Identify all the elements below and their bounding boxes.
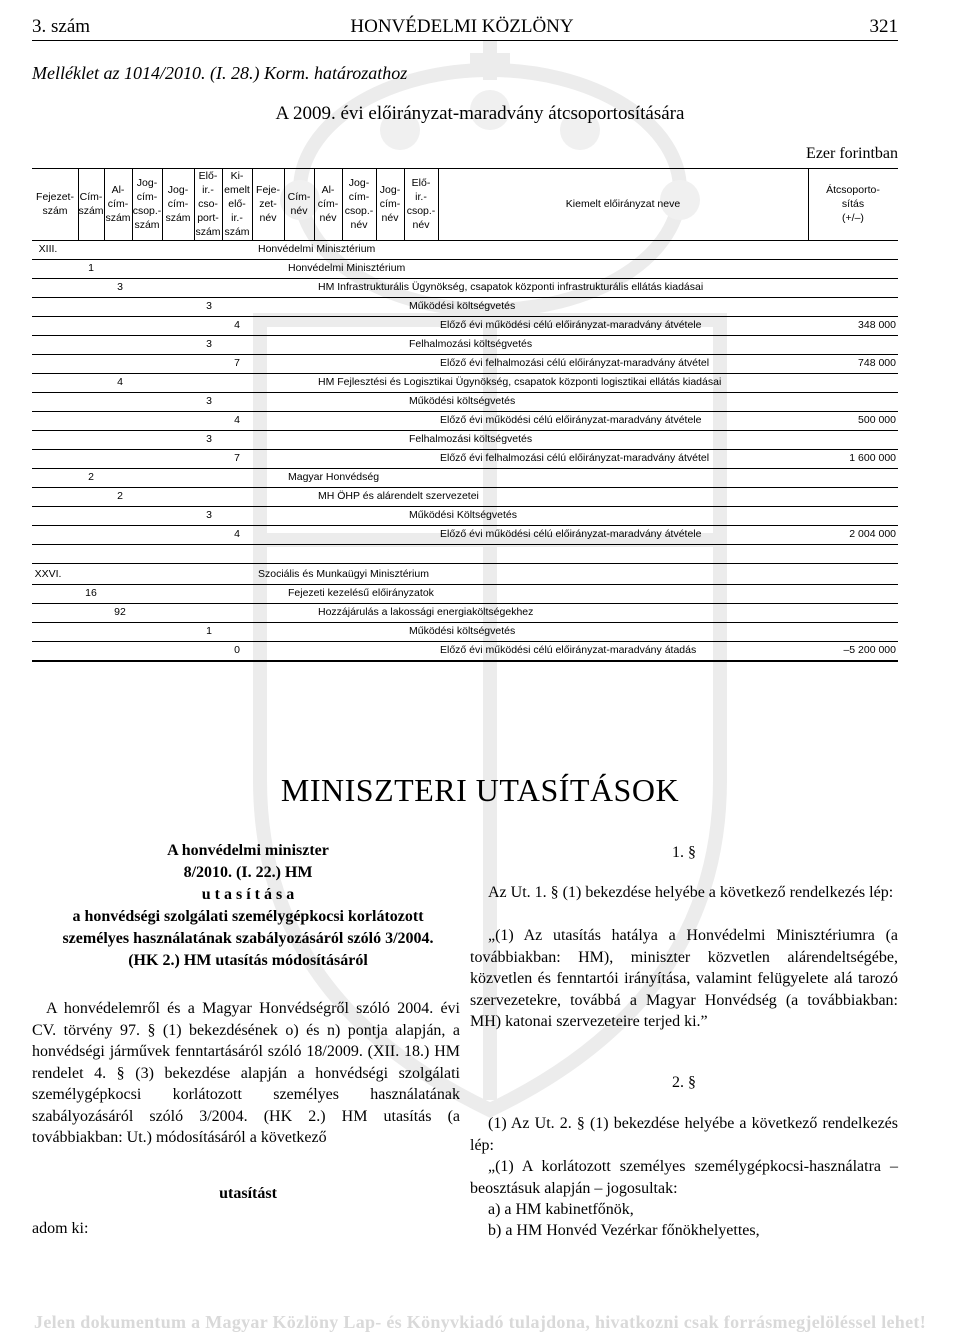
row-name: Előző évi felhalmozási célú előirányzat-maradvány átvétel [440, 452, 710, 464]
row-code: 3 [206, 300, 212, 312]
row-name: Működési költségvetés [409, 625, 516, 637]
row-rule [32, 641, 898, 642]
list-item-a: a) a HM kabinetfőnök, [488, 1201, 634, 1218]
column-header: Ki- emelt elő- ir.- szám [224, 170, 250, 238]
column-header: Elő- ir.- csop.- név [406, 177, 436, 231]
row-code: 4 [234, 528, 240, 540]
row-code: 7 [234, 357, 240, 369]
row-name: Előző évi felhalmozási célú előirányzat-maradvány átvétel [440, 357, 710, 369]
row-rule [32, 468, 898, 469]
decree-issuer: A honvédelmi miniszter [167, 842, 329, 859]
row-code: 2 [88, 471, 94, 483]
row-rule [32, 584, 898, 585]
column-header: Jog- cím- csop.- szám [132, 177, 162, 231]
row-name: Felhalmozási költségvetés [409, 338, 533, 350]
row-rule [32, 411, 898, 412]
row-name: Előző évi működési célú előirányzat-maradvány átadás [440, 644, 697, 656]
row-rule [32, 316, 898, 317]
row-code: 3 [206, 338, 212, 350]
row-rule [32, 622, 898, 623]
row-code: 4 [117, 376, 123, 388]
section-title: MINISZTERI UTASÍTÁSOK [280, 772, 680, 808]
row-name: MH ÖHP és alárendelt szervezetei [318, 490, 479, 502]
row-rule [32, 297, 898, 298]
unit-label: Ezer forintban [806, 145, 898, 162]
table-title: A 2009. évi előirányzat-maradvány átcsoportosítására [275, 103, 685, 124]
journal-title: HONVÉDELMI KÖZLÖNY [350, 16, 574, 37]
section-2-heading: 2. § [672, 1074, 696, 1091]
decree-subject-2: személyes használatának szabályozásáról szóló 3/2004. [62, 930, 434, 947]
row-code: 4 [234, 319, 240, 331]
column-header: Cím- név [287, 191, 311, 217]
row-name: Működési költségvetés [409, 300, 516, 312]
list-item-b: b) a HM Honvéd Vezérkar főnökhelyettes, [488, 1222, 760, 1239]
row-name: Szociális és Munkaügyi Minisztérium [258, 568, 429, 580]
row-name: Előző évi működési célú előirányzat-maradvány átvétele [440, 319, 702, 331]
row-rule [32, 525, 898, 526]
page-number: 321 [869, 16, 898, 37]
column-header: Cím- szám [78, 191, 104, 217]
row-code: 3 [117, 281, 123, 293]
section-2-intro: (1) Az Ut. 2. § (1) bekezdése helyébe a következő rendelkezés lép: [470, 1115, 898, 1154]
row-name: Előző évi működési célú előirányzat-maradvány átvétele [440, 528, 702, 540]
column-header: Al- cím- név [317, 184, 339, 224]
row-rule [32, 449, 898, 450]
preamble-paragraph: A honvédelemről és a Magyar Honvédségről szóló 2004. évi CV. törvény 97. § (1) bekezdésének o) és n) pontja alapján, a honvédségi járművek fenntartásáról szóló 18/2009. (XII. 18.) HM rendelet 4. § (3) bekezdése alapján a honvédségi szolgálati személygépkocsi korlátozott személyes használatának szabályozásáról szóló 3/2004. (HK 2.) HM utasítás (a továbbiakban: Ut.) módosításáról a következő [32, 1000, 460, 1146]
row-code: 2 [117, 490, 123, 502]
column-header: Jog- cím- név [379, 184, 401, 224]
adom-ki: adom ki: [32, 1220, 89, 1237]
row-rule [32, 373, 898, 374]
row-amount: 2 004 000 [849, 528, 896, 540]
row-code: XXVI. [34, 568, 62, 580]
row-name: HM Infrastrukturális Ügynökség, csapatok központi infrastrukturális ellátás kiadásai [318, 281, 704, 293]
section-1-quote: „(1) Az utasítás hatálya a Honvédelmi Minisztériumra (a továbbiakban: HM), miniszter közvetlen alárendeltségébe, közvetlen és fenntartói irányítása, valamint felügyelete alá tarozó szervezetekre, továbbá a Magyar Honvédség (a továbbiakban: MH) katonai szervezeteire terjed ki.” [470, 927, 898, 1030]
row-amount: 500 000 [858, 414, 896, 426]
row-code: XIII. [38, 243, 58, 255]
row-rule [32, 392, 898, 393]
annex-title: Melléklet az 1014/2010. (I. 28.) Korm. határozathoz [32, 63, 408, 83]
column-header: Al- cím- szám [105, 184, 131, 224]
section-1-heading: 1. § [672, 844, 696, 861]
row-name: Fejezeti kezelésű előirányzatok [288, 587, 434, 599]
column-header: Feje- zet- név [256, 184, 280, 224]
copyright-watermark: Jelen dokumentum a Magyar Közlöny Lap- és Könyvkiadó tulajdona, hivatkozni csak forrásmegjelöléssel lehet! [34, 1312, 926, 1332]
row-rule [32, 603, 898, 604]
section-1-intro: Az Ut. 1. § (1) bekezdése helyébe a következő rendelkezés lép: [488, 884, 894, 901]
row-amount: 748 000 [858, 357, 896, 369]
utasitast-heading: utasítást [219, 1185, 277, 1202]
row-amount: –5 200 000 [843, 644, 896, 656]
row-code: 4 [234, 414, 240, 426]
row-code: 1 [206, 625, 212, 637]
row-code: 3 [206, 433, 212, 445]
column-header: Átcsoporto- sítás (+/–) [826, 184, 880, 224]
row-rule [32, 544, 898, 545]
row-code: 92 [114, 606, 126, 618]
row-name: Működési költségvetés [409, 395, 516, 407]
row-rule [32, 278, 898, 279]
row-code: 0 [234, 644, 240, 656]
row-name: Előző évi működési célú előirányzat-maradvány átvétele [440, 414, 702, 426]
row-name: HM Fejlesztési és Logisztikai Ügynökség, csapatok központi logisztikai ellátás kiadásai [318, 376, 722, 388]
column-header: Jog- cím- csop.- név [344, 177, 374, 231]
row-name: Honvédelmi Minisztérium [288, 262, 406, 274]
decree-subject-3: (HK 2.) HM utasítás módosításáról [128, 952, 368, 969]
row-name: Honvédelmi Minisztérium [258, 243, 376, 255]
section-gap-rule [32, 563, 898, 564]
section-2-quote: „(1) A korlátozott személyes személygépkocsi-használatra – beosztásuk alapján – jogosultak: [470, 1158, 898, 1197]
row-code: 3 [206, 509, 212, 521]
column-header: Jog- cím- szám [165, 184, 191, 224]
table-bottom-rule [32, 661, 898, 662]
row-name: Működési Költségvetés [409, 509, 517, 521]
decree-type: u t a s í t á s a [201, 886, 295, 903]
column-header: Elő- ir.- cso- port- szám [195, 170, 221, 238]
row-code: 16 [85, 587, 97, 599]
row-code: 3 [206, 395, 212, 407]
decree-number: 8/2010. (I. 22.) HM [183, 864, 313, 881]
row-name: Felhalmozási költségvetés [409, 433, 533, 445]
row-code: 7 [234, 452, 240, 464]
row-code: 1 [88, 262, 94, 274]
row-rule [32, 259, 898, 260]
column-header: Kiemelt előirányzat neve [565, 198, 681, 210]
row-rule [32, 487, 898, 488]
row-rule [32, 354, 898, 355]
decree-subject-1: a honvédségi szolgálati személygépkocsi korlátozott [72, 908, 424, 925]
row-rule [32, 506, 898, 507]
row-name: Hozzájárulás a lakossági energiaköltségekhez [318, 606, 534, 618]
table-header-rule [32, 240, 898, 241]
issue-number: 3. szám [32, 16, 91, 37]
column-header: Fejezet- szám [36, 191, 74, 217]
row-amount: 348 000 [858, 319, 896, 331]
row-name: Magyar Honvédség [288, 471, 380, 483]
row-amount: 1 600 000 [849, 452, 896, 464]
row-rule [32, 335, 898, 336]
row-rule [32, 430, 898, 431]
